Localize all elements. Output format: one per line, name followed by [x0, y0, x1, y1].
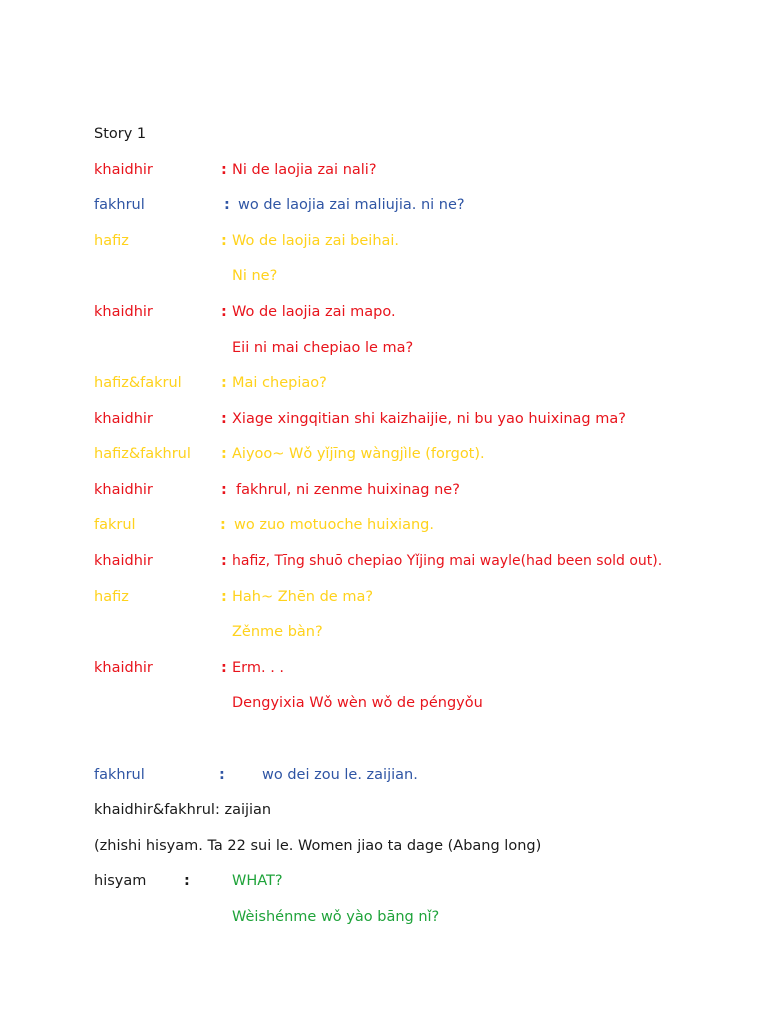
- speaker-name: hisyam: [94, 873, 147, 889]
- dialogue-text: Mai chepiao?: [232, 375, 327, 391]
- dialogue-text: Wo de laojia zai mapo.: [232, 304, 396, 320]
- colon: :: [220, 517, 226, 533]
- dialogue-text: hafiz, Tīng shuō chepiao Yǐjing mai wayle(had been sold out).: [232, 553, 663, 569]
- colon: :: [221, 660, 227, 676]
- colon: :: [221, 375, 227, 391]
- dialogue-text: Hah~ Zhēn de ma?: [232, 589, 374, 605]
- colon: :: [184, 873, 190, 889]
- dialogue-text: WHAT?: [232, 873, 283, 889]
- story-title: Story 1: [94, 126, 147, 142]
- colon: :: [221, 589, 227, 605]
- dialogue-text: Wo de laojia zai beihai.: [232, 233, 400, 249]
- dialogue-text: Erm. . .: [232, 660, 285, 676]
- dialogue-text: fakhrul, ni zenme huixinag ne?: [236, 482, 460, 498]
- dialogue-text: wo zuo motuoche huixiang.: [234, 517, 434, 533]
- colon: :: [221, 446, 227, 462]
- speaker-name: hafiz&fakrul: [94, 375, 182, 391]
- dialogue-text: zaijian: [224, 802, 272, 818]
- dialogue-text: wo dei zou le. zaijian.: [262, 767, 418, 783]
- speaker-name: hafiz: [94, 233, 129, 249]
- speaker-name: khaidhir: [94, 660, 153, 676]
- colon: :: [221, 162, 227, 178]
- colon: :: [221, 482, 227, 498]
- dialogue-continuation: Eii ni mai chepiao le ma?: [232, 340, 414, 356]
- dialogue-continuation: Zěnme bàn?: [232, 624, 323, 640]
- colon: :: [221, 553, 227, 569]
- colon: :: [221, 233, 227, 249]
- narration-text: (zhishi hisyam. Ta 22 sui le. Women jiao ta dage (Abang long): [94, 838, 542, 854]
- speaker-name: hafiz&fakhrul: [94, 446, 191, 462]
- colon: :: [221, 411, 227, 427]
- speaker-name: khaidhir: [94, 553, 153, 569]
- dialogue-text: wo de laojia zai maliujia. ni ne?: [238, 197, 465, 213]
- dialogue-text: Xiage xingqitian shi kaizhaijie, ni bu yao huixinag ma?: [232, 411, 626, 427]
- colon: :: [221, 304, 227, 320]
- dialogue-continuation: Wèishénme wǒ yào bāng nǐ?: [232, 909, 440, 925]
- dialogue-line: [94, 801, 271, 819]
- speaker-name: khaidhir: [94, 411, 153, 427]
- dialogue-text: Ni de laojia zai nali?: [232, 162, 377, 178]
- speaker-name: fakhrul: [94, 767, 145, 783]
- speaker-name: khaidhir: [94, 162, 153, 178]
- speaker-name: fakrul: [94, 517, 136, 533]
- speaker-name: fakhrul: [94, 197, 145, 213]
- dialogue-continuation: Dengyixia Wǒ wèn wǒ de péngyǒu: [232, 695, 483, 711]
- speaker-name: hafiz: [94, 589, 129, 605]
- speaker-name: khaidhir: [94, 482, 153, 498]
- colon: :: [219, 767, 225, 783]
- dialogue-text: Aiyoo~ Wǒ yǐjīng wàngjìle (forgot).: [232, 446, 485, 462]
- colon: :: [224, 197, 230, 213]
- speaker-name: khaidhir: [94, 304, 153, 320]
- speaker-name: khaidhir&fakhrul:: [94, 802, 220, 818]
- dialogue-continuation: Ni ne?: [232, 268, 278, 284]
